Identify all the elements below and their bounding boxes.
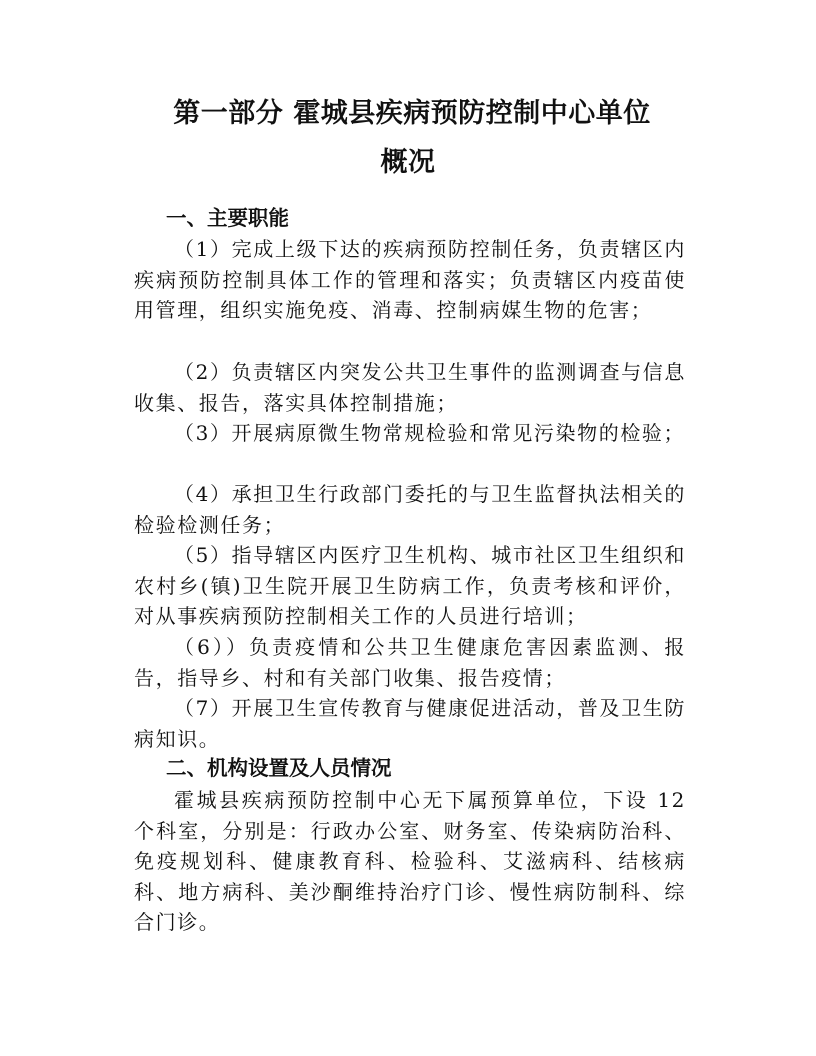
function-item-5: （5）指导辖区内医疗卫生机构、城市社区卫生组织和农村乡(镇)卫生院开展卫生防病工作，负责考核和评价，对从事疾病预防控制相关工作的人员进行培训； xyxy=(134,543,686,629)
section-heading-main-functions: 一、主要职能 xyxy=(166,206,289,230)
document-title-continued: 概况 xyxy=(380,147,436,178)
function-item-3: （3）开展病原微生物常规检验和常见污染物的检验； xyxy=(174,421,686,445)
organization-paragraph: 霍城县疾病预防控制中心无下属预算单位，下设 12 个科室，分别是：行政办公室、财务室、传染病防治科、免疫规划科、健康教育科、检验科、艾滋病科、结核病科、地方病科、美沙酮维持治疗门诊、慢性病防制科、综合门诊。 xyxy=(134,788,686,935)
function-item-4: （4）承担卫生行政部门委托的与卫生监督执法相关的检验检测任务； xyxy=(134,482,686,537)
function-item-1: （1）完成上级下达的疾病预防控制任务，负责辖区内疾病预防控制具体工作的管理和落实；负责辖区内疫苗使用管理，组织实施免疫、消毒、控制病媒生物的危害； xyxy=(134,237,686,323)
function-item-2: （2）负责辖区内突发公共卫生事件的监测调查与信息收集、报告，落实具体控制措施； xyxy=(134,360,686,415)
function-item-6: （6））负责疫情和公共卫生健康危害因素监测、报告，指导乡、村和有关部门收集、报告疫情； xyxy=(134,635,686,690)
function-item-7: （7）开展卫生宣传教育与健康促进活动，普及卫生防病知识。 xyxy=(134,696,686,751)
document-title: 第一部分 霍城县疾病预防控制中心单位 xyxy=(173,98,651,129)
section-heading-organization: 二、机构设置及人员情况 xyxy=(166,756,392,780)
